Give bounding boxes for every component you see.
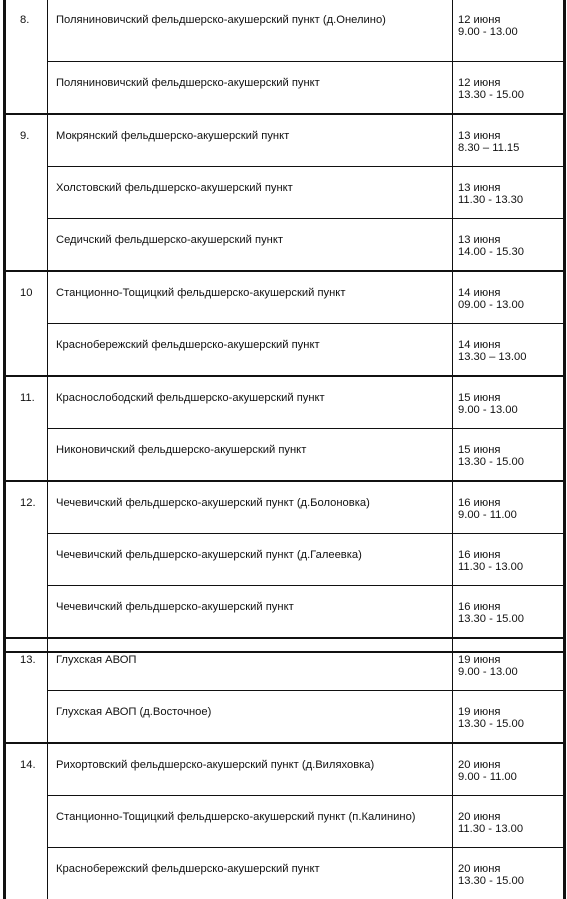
visit-date-cell — [453, 429, 565, 482]
visit-date-cell — [453, 167, 565, 219]
row-number: 14. — [5, 743, 48, 899]
facility-name-text: Станционно-Тощицкий фельдшерско-акушерский пункт (п.Калинино) — [56, 811, 416, 823]
facility-name-text: Глухская АВОП — [56, 654, 136, 666]
visit-date-cell — [453, 481, 565, 534]
facility-name — [48, 114, 453, 167]
visit-date: 20 июня — [458, 759, 563, 771]
table-row — [5, 0, 565, 62]
visit-time: 13.30 – 13.00 — [458, 351, 563, 363]
row-number: 12. — [5, 481, 48, 638]
facility-name — [48, 167, 453, 219]
visit-date: 20 июня — [458, 863, 563, 875]
facility-name — [48, 324, 453, 377]
row-number: 13. — [5, 638, 48, 743]
visit-date: 15 июня — [458, 392, 563, 404]
table-row — [5, 114, 565, 167]
visit-time: 9.00 - 13.00 — [458, 666, 563, 678]
visit-date: 13 июня — [458, 130, 563, 142]
facility-name-text: Седичский фельдшерско-акушерский пункт — [56, 234, 283, 246]
visit-date-cell — [453, 271, 565, 324]
facility-name-text: Поляниновичский фельдшерско-акушерский пункт — [56, 77, 320, 89]
facility-name — [48, 271, 453, 324]
schedule-table — [3, 0, 566, 899]
facility-name — [48, 796, 453, 848]
visit-date-cell — [453, 638, 565, 691]
visit-date-cell — [453, 219, 565, 272]
facility-name-text: Глухская АВОП (д.Восточное) — [56, 706, 211, 718]
facility-name-text: Чечевичский фельдшерско-акушерский пункт (д.Галеевка) — [56, 549, 362, 561]
facility-name — [48, 638, 453, 691]
visit-time: 11.30 - 13.00 — [458, 823, 563, 835]
table-row — [5, 324, 565, 377]
visit-time: 9.00 - 13.00 — [458, 404, 563, 416]
table-row — [5, 376, 565, 429]
visit-date-cell — [453, 743, 565, 796]
facility-name — [48, 429, 453, 482]
visit-date-cell — [453, 324, 565, 377]
visit-date: 12 июня — [458, 77, 563, 89]
visit-date: 19 июня — [458, 654, 563, 666]
visit-date: 16 июня — [458, 601, 563, 613]
visit-date: 16 июня — [458, 497, 563, 509]
table-row — [5, 534, 565, 586]
facility-name — [48, 62, 453, 115]
facility-name-text: Станционно-Тощицкий фельдшерско-акушерский пункт — [56, 287, 345, 299]
visit-date: 14 июня — [458, 287, 563, 299]
facility-name-text: Холстовский фельдшерско-акушерский пункт — [56, 182, 293, 194]
facility-name — [48, 0, 453, 62]
visit-date: 16 июня — [458, 549, 563, 561]
visit-time: 14.00 - 15.30 — [458, 246, 563, 258]
visit-date: 13 июня — [458, 182, 563, 194]
facility-name — [48, 743, 453, 796]
visit-time: 13.30 - 15.00 — [458, 89, 563, 101]
table-row — [5, 481, 565, 534]
visit-time: 11.30 - 13.00 — [458, 561, 563, 573]
facility-name-text: Никоновичский фельдшерско-акушерский пункт — [56, 444, 306, 456]
facility-name — [48, 219, 453, 272]
visit-date: 15 июня — [458, 444, 563, 456]
visit-time: 09.00 - 13.00 — [458, 299, 563, 311]
facility-name-text: Краснобережский фельдшерско-акушерский пункт — [56, 339, 320, 351]
table-row — [5, 691, 565, 744]
facility-name — [48, 376, 453, 429]
table-row — [5, 848, 565, 899]
visit-time: 9.00 - 13.00 — [458, 26, 563, 38]
facility-name-text: Поляниновичский фельдшерско-акушерский пункт (д.Онелино) — [56, 14, 386, 26]
visit-date-cell — [453, 586, 565, 639]
visit-date-cell — [453, 376, 565, 429]
visit-time: 13.30 - 15.00 — [458, 875, 563, 887]
facility-name-text: Краснобережский фельдшерско-акушерский пункт — [56, 863, 320, 875]
visit-time: 13.30 - 15.00 — [458, 613, 563, 625]
table-row — [5, 167, 565, 219]
facility-name — [48, 534, 453, 586]
visit-time: 13.30 - 15.00 — [458, 456, 563, 468]
visit-date: 14 июня — [458, 339, 563, 351]
facility-name-text: Мокрянский фельдшерско-акушерский пункт — [56, 130, 289, 142]
row-number: 10 — [5, 271, 48, 376]
table-row — [5, 638, 565, 691]
table-row — [5, 62, 565, 115]
row-number: 9. — [5, 114, 48, 271]
facility-name-text: Рихортовский фельдшерско-акушерский пункт (д.Виляховка) — [56, 759, 374, 771]
facility-name — [48, 481, 453, 534]
table-row — [5, 586, 565, 639]
visit-date-cell — [453, 691, 565, 744]
visit-date: 12 июня — [458, 14, 563, 26]
visit-date: 19 июня — [458, 706, 563, 718]
visit-date: 20 июня — [458, 811, 563, 823]
facility-name-text: Чечевичский фельдшерско-акушерский пункт — [56, 601, 294, 613]
table-row — [5, 271, 565, 324]
visit-time: 9.00 - 11.00 — [458, 509, 563, 521]
facility-name-text: Чечевичский фельдшерско-акушерский пункт (д.Болоновка) — [56, 497, 370, 509]
visit-time: 13.30 - 15.00 — [458, 718, 563, 730]
table-row — [5, 796, 565, 848]
visit-date-cell — [453, 796, 565, 848]
visit-time: 11.30 - 13.30 — [458, 194, 563, 206]
visit-time: 8.30 – 11.15 — [458, 142, 563, 154]
visit-date-cell — [453, 534, 565, 586]
schedule-table-body — [5, 0, 565, 899]
table-row — [5, 429, 565, 482]
table-bottom-border — [3, 651, 563, 653]
facility-name — [48, 586, 453, 639]
facility-name — [48, 848, 453, 899]
row-number: 11. — [5, 376, 48, 481]
table-row — [5, 743, 565, 796]
visit-date-cell — [453, 114, 565, 167]
facility-name-text: Краснослободский фельдшерско-акушерский пункт — [56, 392, 325, 404]
row-number: 8. — [5, 0, 48, 114]
visit-date-cell — [453, 0, 565, 62]
facility-name — [48, 691, 453, 744]
visit-date-cell — [453, 62, 565, 115]
visit-time: 9.00 - 11.00 — [458, 771, 563, 783]
table-row — [5, 219, 565, 272]
visit-date: 13 июня — [458, 234, 563, 246]
visit-date-cell — [453, 848, 565, 899]
